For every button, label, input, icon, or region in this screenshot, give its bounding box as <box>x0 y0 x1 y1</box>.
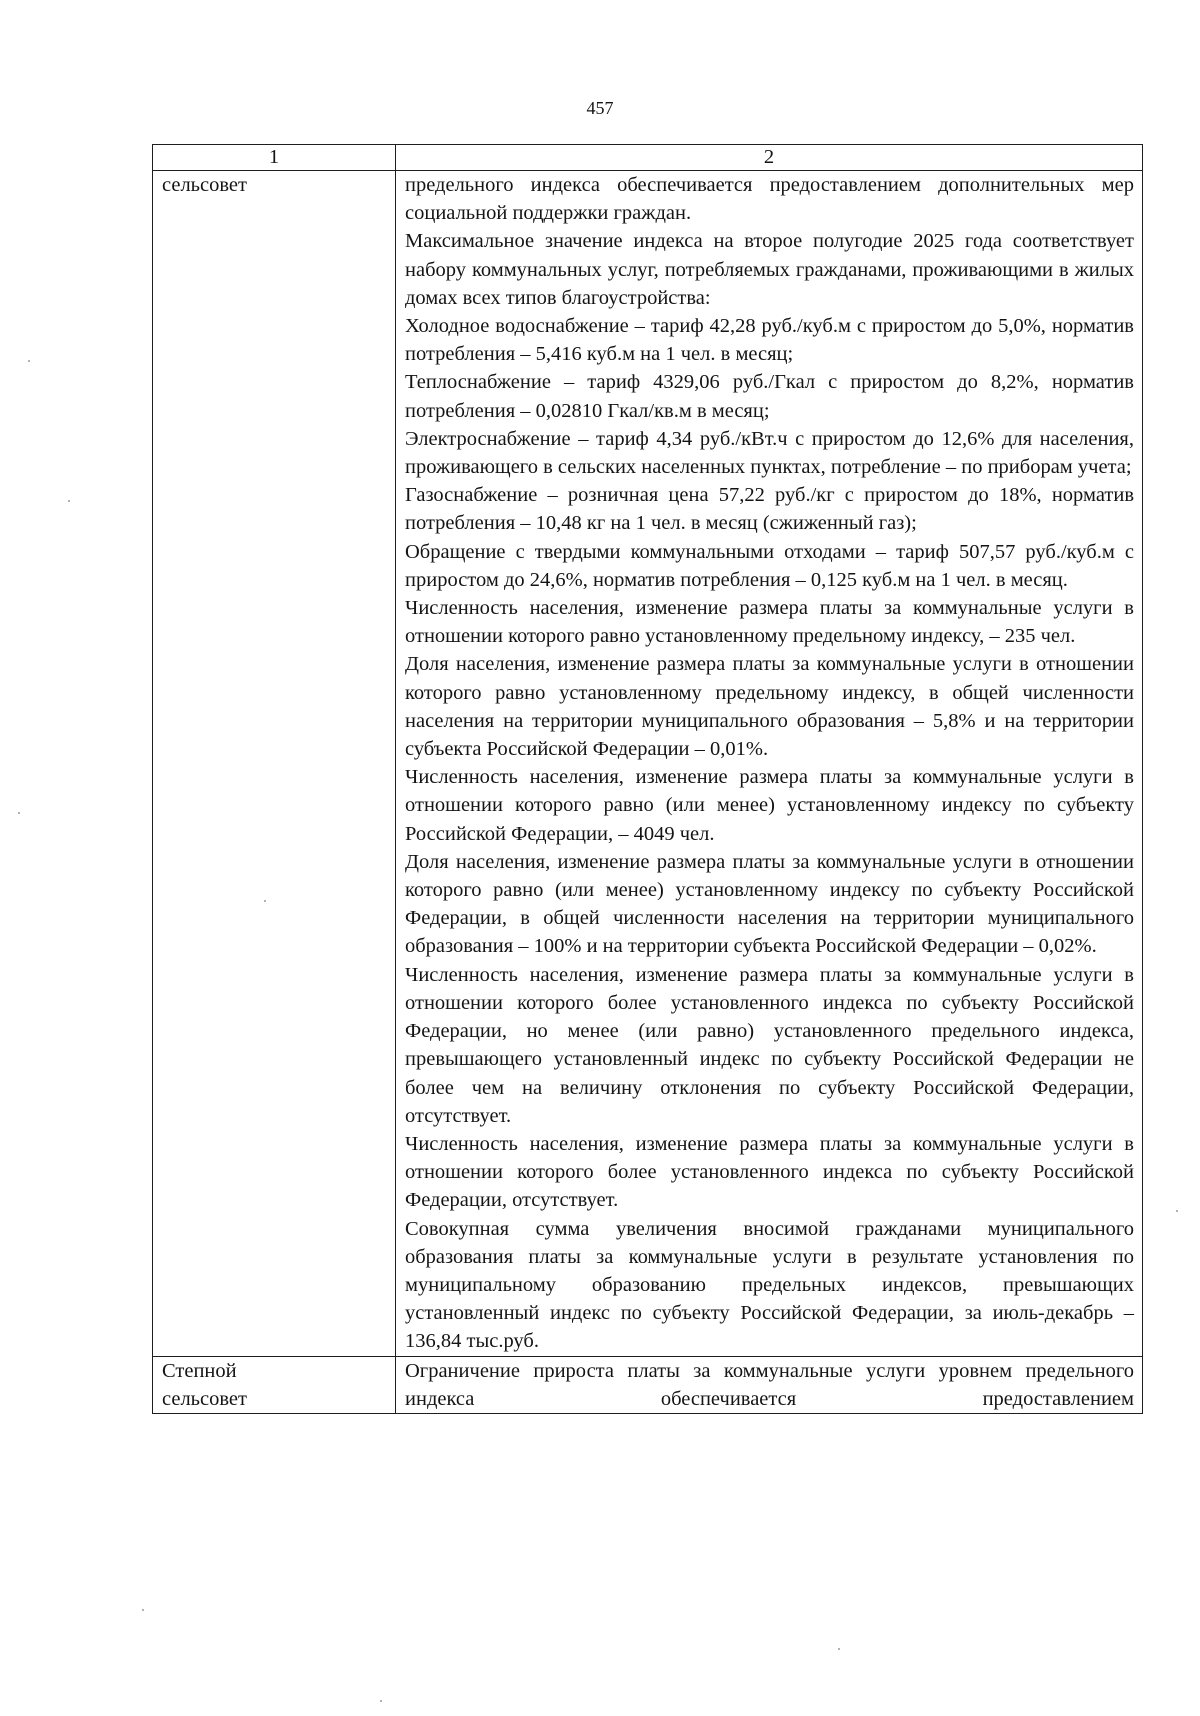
paragraph: Обращение с твердыми коммунальными отходами – тариф 507,57 руб./куб.м с приростом до 24,6%, норматив потребления – 0,125 куб.м на 1 чел. в месяц. <box>405 540 1134 591</box>
description-cell <box>396 1356 1143 1413</box>
paragraph: Доля населения, изменение размера платы за коммунальные услуги в отношении которого равно (или менее) установленному индексу по субъекту Российской Федерации, в общей численности населения на территории муниципального образования – 100% и на территории субъекта Российской Федерации – 0,02%. <box>405 850 1134 958</box>
municipality-name-cell <box>153 171 396 1357</box>
municipality-name-line: Степной <box>162 1359 237 1382</box>
municipality-name-cell <box>153 1356 396 1413</box>
paragraph: Доля населения, изменение размера платы за коммунальные услуги в отношении которого равно установленному предельному индексу, в общей численности населения на территории муниципального образования – 5,8% и на территории субъекта Российской Федерации – 0,01%. <box>405 653 1134 761</box>
scan-speck <box>380 1700 382 1702</box>
page-number: 457 <box>586 98 614 118</box>
column-header-1: 1 <box>153 145 396 171</box>
paragraph: Численность населения, изменение размера платы за коммунальные услуги в отношении которого более установленного индекса по субъекту Российской Федерации, но менее (или равно) установленного предельного индекса, превышающего установленный индекс по субъекту Российской Федерации не более чем на величину отклонения по субъекту Российской Федерации, отсутствует. <box>405 963 1134 1127</box>
paragraph: Электроснабжение – тариф 4,34 руб./кВт.ч с приростом до 12,6% для населения, проживающего в сельских населенных пунктах, потребление – по приборам учета; <box>405 427 1134 479</box>
paragraph: Численность населения, изменение размера платы за коммунальные услуги в отношении которого равно установленному предельному индексу, – 235 чел. <box>405 597 1134 648</box>
scan-speck <box>142 1609 144 1611</box>
table-row <box>153 1356 1143 1413</box>
scan-speck <box>264 900 266 902</box>
paragraph: Совокупная сумма увеличения вносимой гражданами муниципального образования платы за коммунальные услуги в результате установления по муниципальному образованию предельных индексов, превышающих установленный индекс по субъекту Российской Федерации, за июль-декабрь – 136,84 тыс.руб. <box>405 1217 1134 1353</box>
paragraph: Численность населения, изменение размера платы за коммунальные услуги в отношении которого более установленного индекса по субъекту Российской Федерации, отсутствует. <box>405 1132 1134 1212</box>
column-header-2: 2 <box>396 145 1143 171</box>
table-row <box>153 171 1143 1357</box>
document-table <box>152 144 1143 1414</box>
scan-speck <box>1176 1210 1178 1212</box>
municipality-name: сельсовет <box>162 174 247 196</box>
paragraph: Численность населения, изменение размера платы за коммунальные услуги в отношении которого равно (или менее) установленному индексу по субъекту Российской Федерации, – 4049 чел. <box>405 766 1134 845</box>
description-cell <box>396 171 1143 1357</box>
paragraph: Теплоснабжение – тариф 4329,06 руб./Гкал с приростом до 8,2%, норматив потребления – 0,02810 Гкал/кв.м в месяц; <box>405 371 1134 422</box>
scan-speck <box>28 360 30 362</box>
paragraph: Максимальное значение индекса на второе полугодие 2025 года соответствует набору коммунальных услуг, потребляемых гражданами, проживающими в жилых домах всех типов благоустройства: <box>405 230 1134 309</box>
municipality-name-line: сельсовет <box>162 1387 247 1410</box>
paragraph: Ограничение прироста платы за коммунальные услуги уровнем предельного индекса обеспечивается предоставлением <box>405 1359 1134 1410</box>
scan-speck <box>18 812 20 814</box>
paragraph: предельного индекса обеспечивается предоставлением дополнительных мер социальной поддержки граждан. <box>405 174 1134 225</box>
scan-speck <box>838 1648 840 1650</box>
table-header-row <box>153 145 1143 171</box>
paragraph: Газоснабжение – розничная цена 57,22 руб./кг с приростом до 18%, норматив потребления – 10,48 кг на 1 чел. в месяц (сжиженный газ); <box>405 484 1134 535</box>
paragraph: Холодное водоснабжение – тариф 42,28 руб./куб.м с приростом до 5,0%, норматив потребления – 5,416 куб.м на 1 чел. в месяц; <box>405 315 1134 366</box>
scan-speck <box>68 500 70 502</box>
